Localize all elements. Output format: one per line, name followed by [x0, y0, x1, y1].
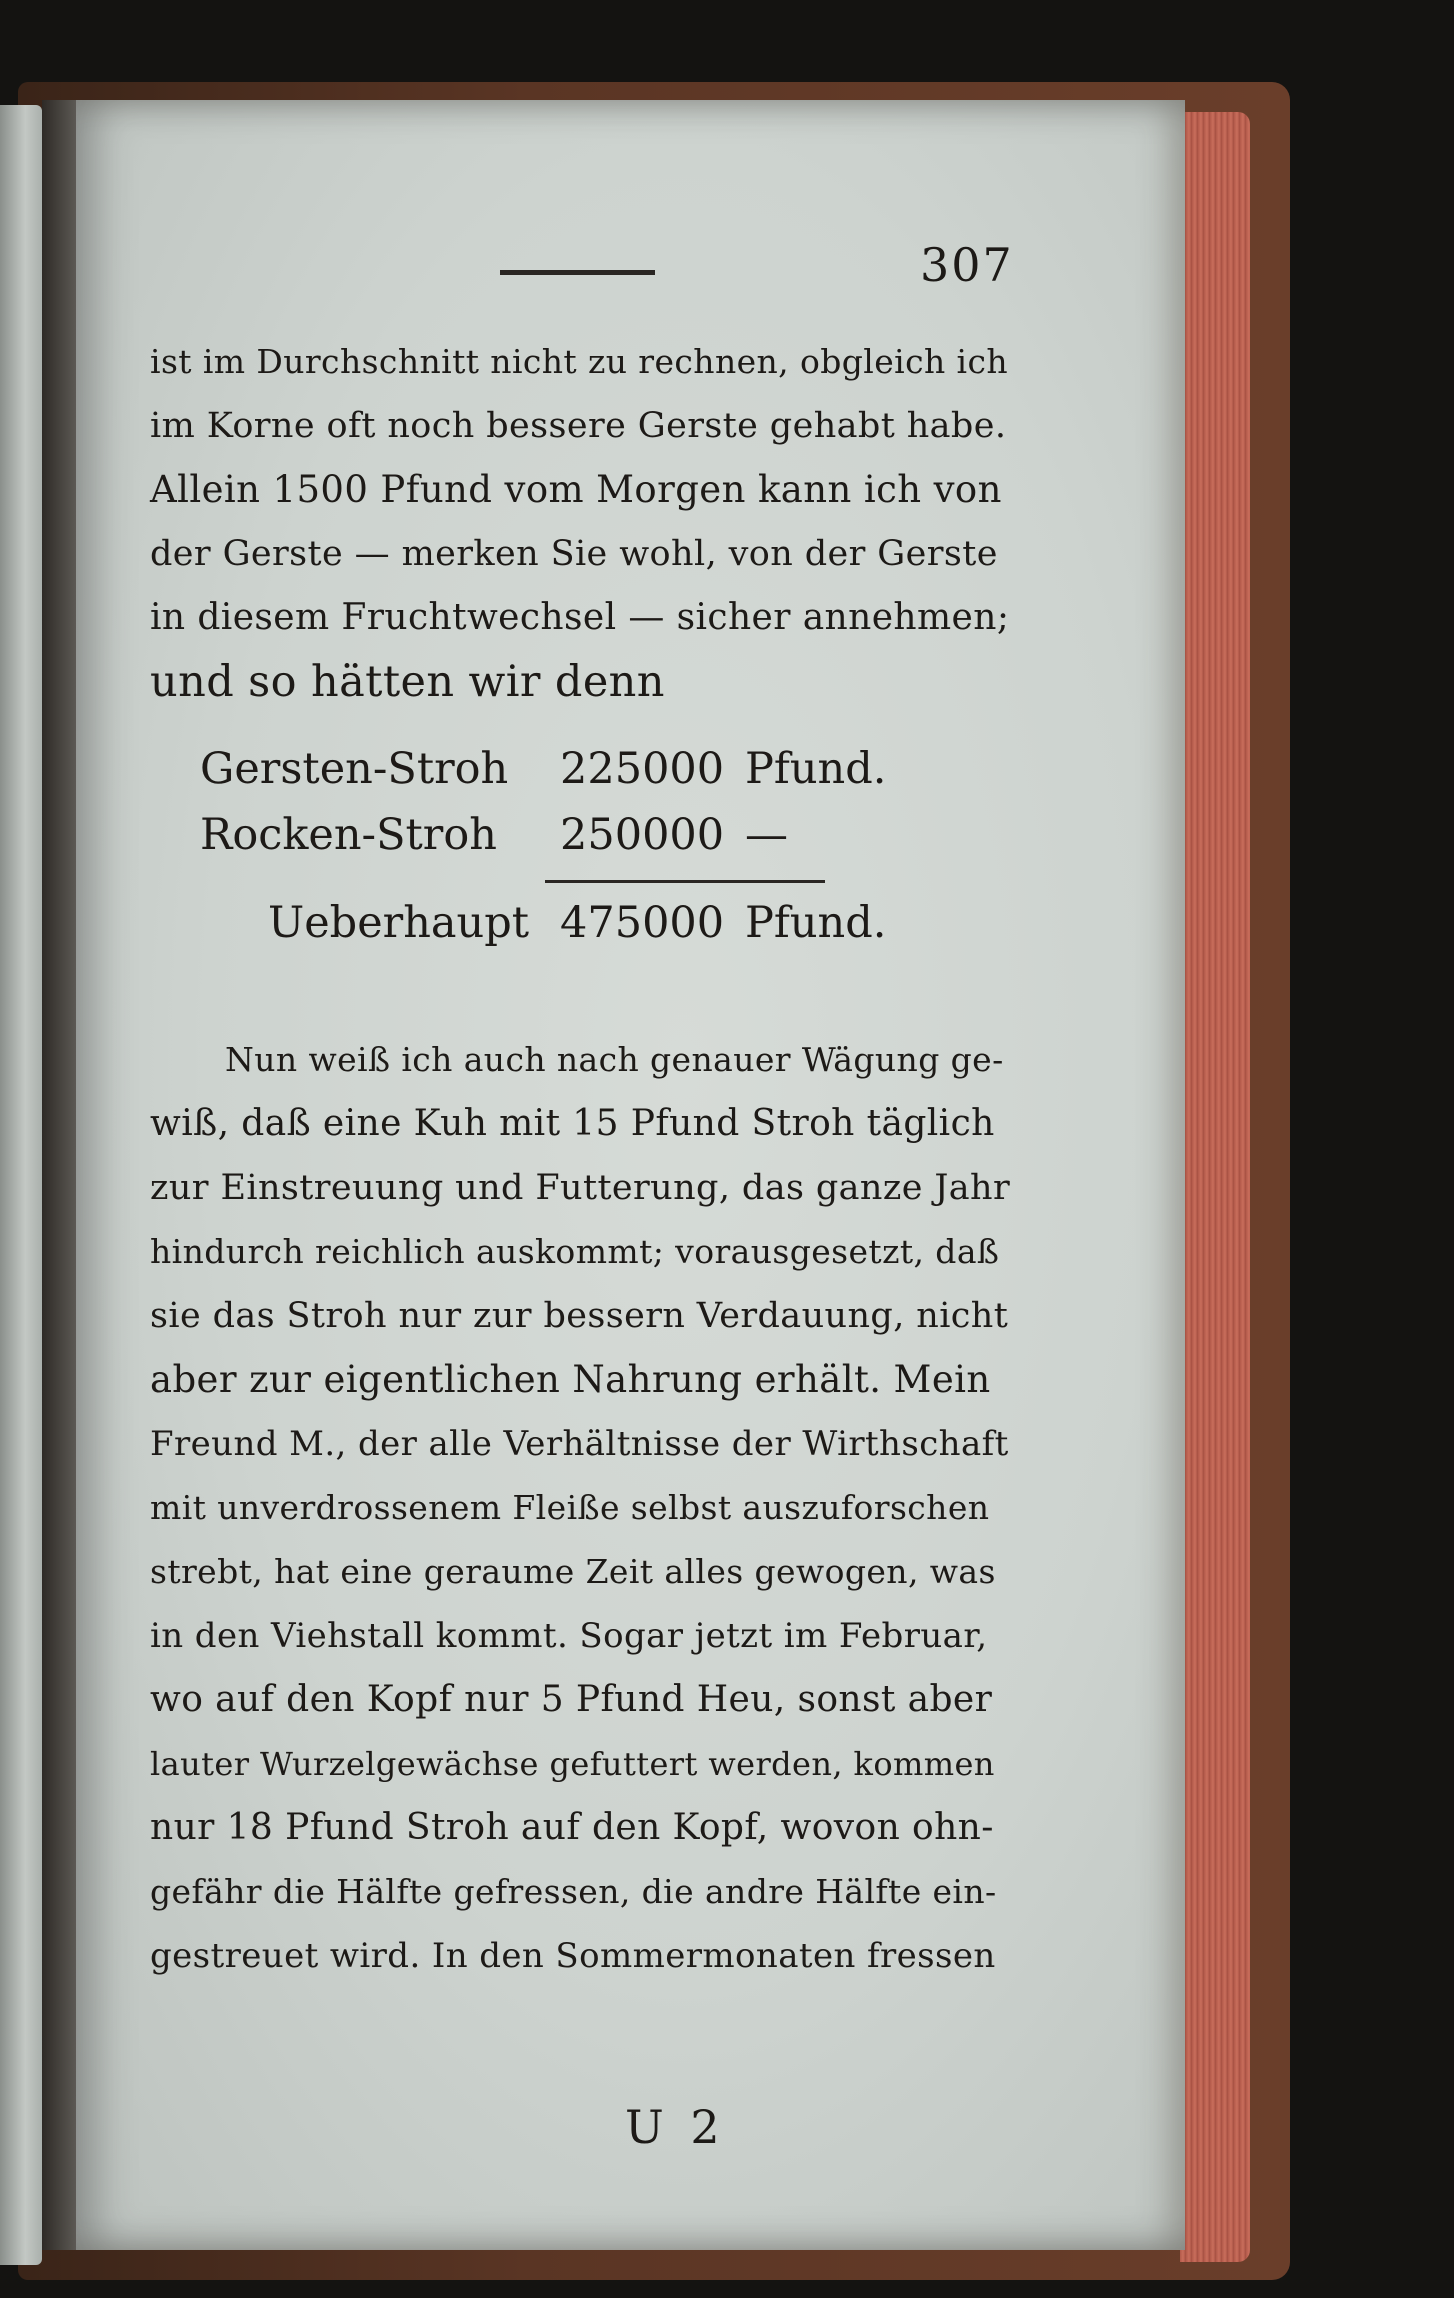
body-line: Freund M., der alle Verhältnisse der Wirthschaft: [150, 1424, 1009, 1464]
tally-unit-barley-straw: Pfund.: [745, 744, 887, 794]
body-line: gestreuet wird. In den Sommermonaten fressen: [150, 1936, 996, 1976]
body-line: in diesem Fruchtwechsel — sicher annehmen;: [150, 597, 1010, 638]
tally-label-barley-straw: Gersten-Stroh: [200, 744, 509, 794]
body-line: und so hätten wir denn: [150, 657, 665, 707]
body-line: mit unverdrossenem Fleiße selbst auszuforschen: [150, 1488, 990, 1527]
body-line: gefähr die Hälfte gefressen, die andre Hälfte ein-: [150, 1872, 997, 1911]
body-line: ist im Durchschnitt nicht zu rechnen, obgleich ich: [150, 342, 1009, 381]
header-rule: [500, 270, 655, 275]
body-line: aber zur eigentlichen Nahrung erhält. Mein: [150, 1358, 991, 1401]
tally-value-barley-straw: 225000: [560, 744, 725, 794]
tally-total-label: Ueberhaupt: [268, 898, 530, 948]
tally-value-rye-straw: 250000: [560, 810, 725, 860]
body-line: nur 18 Pfund Stroh auf den Kopf, wovon ohn-: [150, 1807, 994, 1848]
body-line: sie das Stroh nur zur bessern Verdauung, nicht: [150, 1296, 1009, 1336]
body-line: hindurch reichlich auskommt; vorausgesetzt, daß: [150, 1232, 1000, 1271]
tally-label-rye-straw: Rocken-Stroh: [200, 810, 497, 860]
signature-mark: U 2: [625, 2100, 726, 2154]
body-line: wo auf den Kopf nur 5 Pfund Heu, sonst aber: [150, 1679, 993, 1720]
body-line: zur Einstreuung und Futterung, das ganze Jahr: [150, 1168, 1011, 1208]
body-line: Nun weiß ich auch nach genauer Wägung ge-: [225, 1040, 1004, 1079]
body-line: wiß, daß eine Kuh mit 15 Pfund Stroh täglich: [150, 1103, 995, 1144]
page-number: 307: [920, 238, 1014, 292]
tally-total-value: 475000: [560, 898, 725, 948]
book-gutter: [42, 100, 76, 2250]
sum-rule: [545, 880, 825, 883]
body-line: in den Viehstall kommt. Sogar jetzt im Februar,: [150, 1616, 988, 1656]
page-block-edge: [1180, 112, 1250, 2262]
body-line: der Gerste — merken Sie wohl, von der Gerste: [150, 534, 998, 574]
body-line: im Korne oft noch bessere Gerste gehabt habe.: [150, 406, 1007, 446]
body-line: Allein 1500 Pfund vom Morgen kann ich von: [150, 468, 1002, 511]
body-line: strebt, hat eine geraume Zeit alles gewogen, was: [150, 1552, 996, 1591]
tally-unit-rye-straw: —: [745, 810, 788, 860]
body-line: lauter Wurzelgewächse gefuttert werden, kommen: [150, 1745, 995, 1783]
facing-page-edge: [0, 105, 42, 2265]
tally-total-unit: Pfund.: [745, 898, 887, 948]
